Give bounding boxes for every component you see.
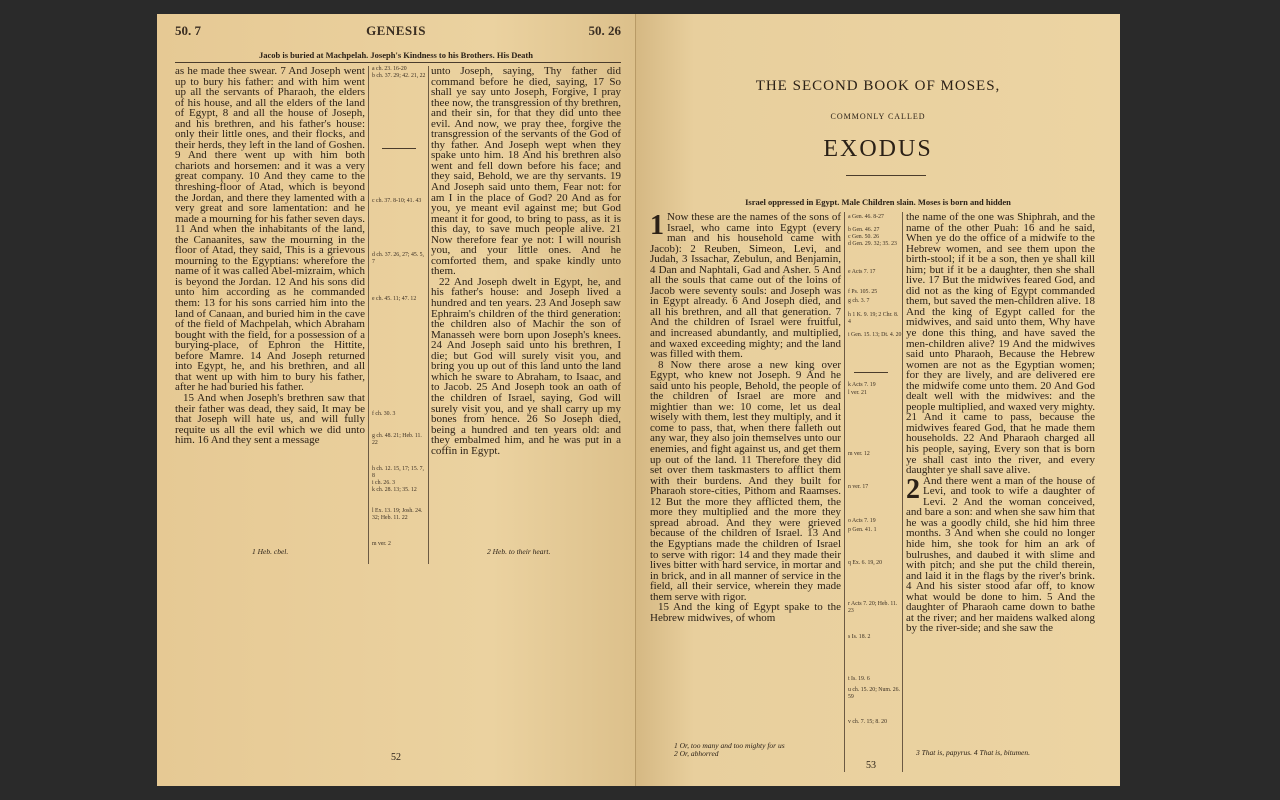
page-number: 52 <box>391 752 401 763</box>
cross-ref: q Ex. 6. 19, 20 <box>848 560 882 566</box>
cross-ref: v ch. 7. 15; 8. 20 <box>848 719 887 725</box>
cross-ref: m ver. 2 <box>372 541 391 547</box>
footnote: 1 Or, too many and too mighty for us 2 Or, abhorred <box>674 741 785 758</box>
ref-rule <box>382 148 416 149</box>
column-divider <box>902 212 903 772</box>
paragraph: the name of the one was Shiphrah, and the name of the other Puah: 16 and he said, When ye do the office of a midwife to the Hebrew women, and see them upon the birth-stool; if it be a son, then ye shall kill him; but if it be a daughter, then she shall live. 17 But the midwives feared God, and did not as the king of Egypt commanded them, but saved the men-children alive. 18 And the king of Egypt called for the midwives, and said unto them, Why have ye done this thing, and have saved the men-children alive? 19 And the midwives said unto Pharaoh, Because the Hebrew women are not as the Egyptian women; for they are lively, and are delivered ere the midwife come unto them. 20 And God dealt well with the midwives: and the people multiplied, and waxed very mighty. 21 And it came to pass, because the midwives feared God, that he made them households. 22 And Pharaoh charged all his people, saying, Every son that is born ye shall cast into the river, and every daughter ye shall save alive. <box>906 211 1095 477</box>
cross-ref: i Gen. 15. 13; Dt. 4. 20 <box>848 332 902 338</box>
cross-ref: d ch. 37. 26, 27; 45. 5, 7 <box>372 252 425 265</box>
cross-ref: t Is. 19. 6 <box>848 676 870 682</box>
paragraph: unto Joseph, saying, Thy father did command before he died, saying, 17 So shall ye say unto Joseph, Forgive, I pray thee now, the transgression of thy brethren, and their sin, for that they did unto thee evil. And now, we pray thee, forgive the transgression of the servants of the God of thy father. And Joseph wept when they spake unto him. 18 And his brethren also went and fell down before his face; and they said, Behold, we are thy servants. 19 And Joseph said unto them, Fear not: for am I in the place of God? 20 And as for you, ye meant evil against me; but God meant it for good, to bring to pass, as it is this day, to save much people alive. 21 Now therefore fear ye not: I will nourish you, and your little ones. And he comforted them, and spake kindly unto them. <box>431 65 621 278</box>
right-page <box>636 14 1120 786</box>
paragraph: as he made thee swear. 7 And Joseph went up to bury his father: and with him went up all the servants of Pharaoh, the elders of his house, and all the elders of the land of Egypt, 8 and all the house of Joseph, and his brethren, and his father's house: only their little ones, and their flocks, and their herds, they left in the land of Goshen. 9 And there went up with him both chariots and horsemen: and it was a very great company. 10 And they came to the threshing-floor of Atad, which is beyond the Jordan, and there they lamented with a very great and sore lamentation: and he made a mourning for his father seven days. 11 And when the inhabitants of the land, the Canaanites, saw the mourning in the floor of Atad, they said, This is a grievous mourning to the Egyptians: wherefore the name of it was called Abel-mizraim, which is beyond the Jordan. 12 And his sons did unto him according as he commanded them: 13 for his sons carried him into the land of Canaan, and buried him in the cave of the field of Machpelah, which Abraham bought with the field, for a possession of a burying-place, of Ephron the Hittite, before Mamre. 14 And Joseph returned into Egypt, he, and his brethren, and all that went up with him to bury his father, after he had buried his father. <box>175 65 365 394</box>
ref-rule <box>854 372 888 373</box>
cross-ref: c ch. 37. 8-10; 41. 43 <box>372 198 422 204</box>
page-subheading: Israel oppressed in Egypt. Male Children slain. Moses is born and hidden <box>745 197 1011 207</box>
cross-ref: d Gen. 29. 32; 35. 23 <box>848 241 897 247</box>
cross-ref: l ver. 21 <box>848 390 867 396</box>
paragraph: 2 And there went a man of the house of Levi, and took to wife a daughter of Levi. 2 And the woman conceived, and bare a son: and when she saw him that he was a goodly child, she hid him three months. 3 And when she could no longer hide him, she took for him an ark of bulrushes, and daubed it with slime and with pitch; and she put the child therein, and laid it in the flags by the river's brink. 4 And his sister stood afar off, to know what would be done to him. 5 And the daughter of Pharaoh came down to bathe at the river; and her maidens walked along by the river-side; and she saw the <box>906 473 1095 635</box>
header-left-ref: 50. 7 <box>175 23 201 38</box>
cross-ref: c Gen. 50. 26 <box>848 234 880 240</box>
cross-references <box>372 66 426 566</box>
cross-ref: p Gen. 41. 1 <box>848 527 877 533</box>
book-subtitle: COMMONLY CALLED <box>830 112 926 121</box>
text-column-1 <box>650 212 841 623</box>
cross-ref: b Gen. 46. 27 <box>848 227 880 233</box>
cross-ref: i ch. 26. 3 <box>372 480 396 486</box>
cross-ref: g ch. 3. 7 <box>848 298 870 304</box>
cross-ref: s Is. 18. 2 <box>848 634 871 640</box>
page-subheading: Jacob is buried at Machpelah. Joseph's Kindness to his Brothers. His Death <box>258 50 533 60</box>
footnote: 1 Heb. cbel. <box>252 547 289 556</box>
cross-ref: u ch. 15. 20; Num. 26. 59 <box>848 687 901 700</box>
cross-ref: l Ex. 13. 19; Josh. 24. 32; Heb. 11. 22 <box>372 508 423 521</box>
text-column-2 <box>906 212 1095 634</box>
paragraph: 15 And the king of Egypt spake to the Hebrew midwives, of whom <box>650 601 841 624</box>
cross-ref: g ch. 48. 21; Heb. 11. 22 <box>372 433 422 446</box>
cross-ref: h 1 K. 9. 19; 2 Chr. 8. 4 <box>848 312 899 325</box>
cross-ref: r Acts 7. 20; Heb. 11. 23 <box>848 601 898 614</box>
title-rule <box>846 175 926 176</box>
cross-ref: a Gen. 46. 8-27 <box>848 214 884 220</box>
text-column-1 <box>175 66 365 446</box>
cross-ref: b ch. 37. 29; 42. 21, 22 <box>372 73 426 79</box>
cross-ref: o Acts 7. 19 <box>848 518 876 524</box>
cross-ref: h ch. 12. 15, 17; 15. 7, 8 <box>372 466 425 479</box>
footnote: 2 Heb. to their heart. <box>487 547 551 556</box>
book-name: EXODUS <box>823 136 933 162</box>
chapter-number: 2 <box>906 473 920 505</box>
paragraph: 15 And when Joseph's brethren saw that their father was dead, they said, It may be that Joseph will hate us, and will fully requite us all the evil which we did unto him. 16 And they sent a message <box>175 391 365 447</box>
book-title: THE SECOND BOOK OF MOSES, <box>755 78 1001 94</box>
cross-ref: e ch. 45. 11; 47. 12 <box>372 296 417 302</box>
paragraph: 1 Now these are the names of the sons of Israel, who came into Egypt (every man and his household came with Jacob): 2 Reuben, Simeon, Levi, and Judah, 3 Issachar, Zebulun, and Benjamin, 4 Dan and Naphtali, Gad and Asher. 5 And all the souls that came out of the loins of Jacob were seventy souls: and Joseph was in Egypt already. 6 And Joseph died, and all his brethren, and all that generation. 7 And the children of Israel were fruitful, and increased abundantly, and multiplied, and waxed exceeding mighty; and the land was filled with them. <box>650 210 841 361</box>
text-column-2 <box>431 66 621 456</box>
cross-ref: k ch. 28. 13; 35. 12 <box>372 487 417 493</box>
header-right-ref: 50. 26 <box>588 23 621 38</box>
page-number: 53 <box>866 760 876 771</box>
left-page <box>157 14 635 786</box>
cross-ref: k Acts 7. 19 <box>848 382 876 388</box>
cross-ref: f ch. 30. 3 <box>372 411 396 417</box>
column-divider <box>368 66 369 564</box>
footnote: 3 That is, papyrus. 4 That is, bitumen. <box>916 748 1030 757</box>
cross-ref: n ver. 17 <box>848 484 869 490</box>
chapter-number: 1 <box>650 210 664 241</box>
column-divider <box>844 212 845 772</box>
cross-ref: a ch. 23. 16-20 <box>372 66 407 72</box>
cross-ref: e Acts 7. 17 <box>848 269 876 275</box>
cross-ref: f Ps. 105. 25 <box>848 289 878 295</box>
header-rule <box>175 62 621 63</box>
paragraph: 22 And Joseph dwelt in Egypt, he, and his father's house: and Joseph lived a hundred and ten years. 23 And Joseph saw Ephraim's children of the third generation: the children also of Machir the son of Manasseh were born upon Joseph's knees. 24 And Joseph said unto his brethren, I die; but God will surely visit you, and bring you up out of this land unto the land which he sware to Abraham, to Isaac, and to Jacob. 25 And Joseph took an oath of the children of Israel, saying, God will surely visit you, and ye shall carry up my bones from hence. 26 So Joseph died, being a hundred and ten years old: and they embalmed him, and he was put in a coffin in Egypt. <box>431 275 621 457</box>
column-divider <box>428 66 429 564</box>
header-book-title: GENESIS <box>366 23 426 38</box>
paragraph: 8 Now there arose a new king over Egypt, who knew not Joseph. 9 And he said unto his people, Behold, the people of the children of Israel are more and mightier than we: 10 come, let us deal wisely with them, lest they multiply, and it come to pass, that, when there falleth out any war, they also join themselves unto our enemies, and fight against us, and get them up out of the land. 11 Therefore they did set over them taskmasters to afflict them with their burdens. And they built for Pharaoh store-cities, Pithom and Raamses. 12 But the more they afflicted them, the more they multiplied and the more they spread abroad. And they were grieved because of the children of Israel. 13 And the Egyptians made the children of Israel to serve with rigor: 14 and they made their lives bitter with hard service, in mortar and in brick, and in all manner of service in the field, all their service, wherein they made them serve with rigor. <box>650 358 841 603</box>
cross-ref: m ver. 12 <box>848 451 870 457</box>
cross-references <box>848 214 902 764</box>
